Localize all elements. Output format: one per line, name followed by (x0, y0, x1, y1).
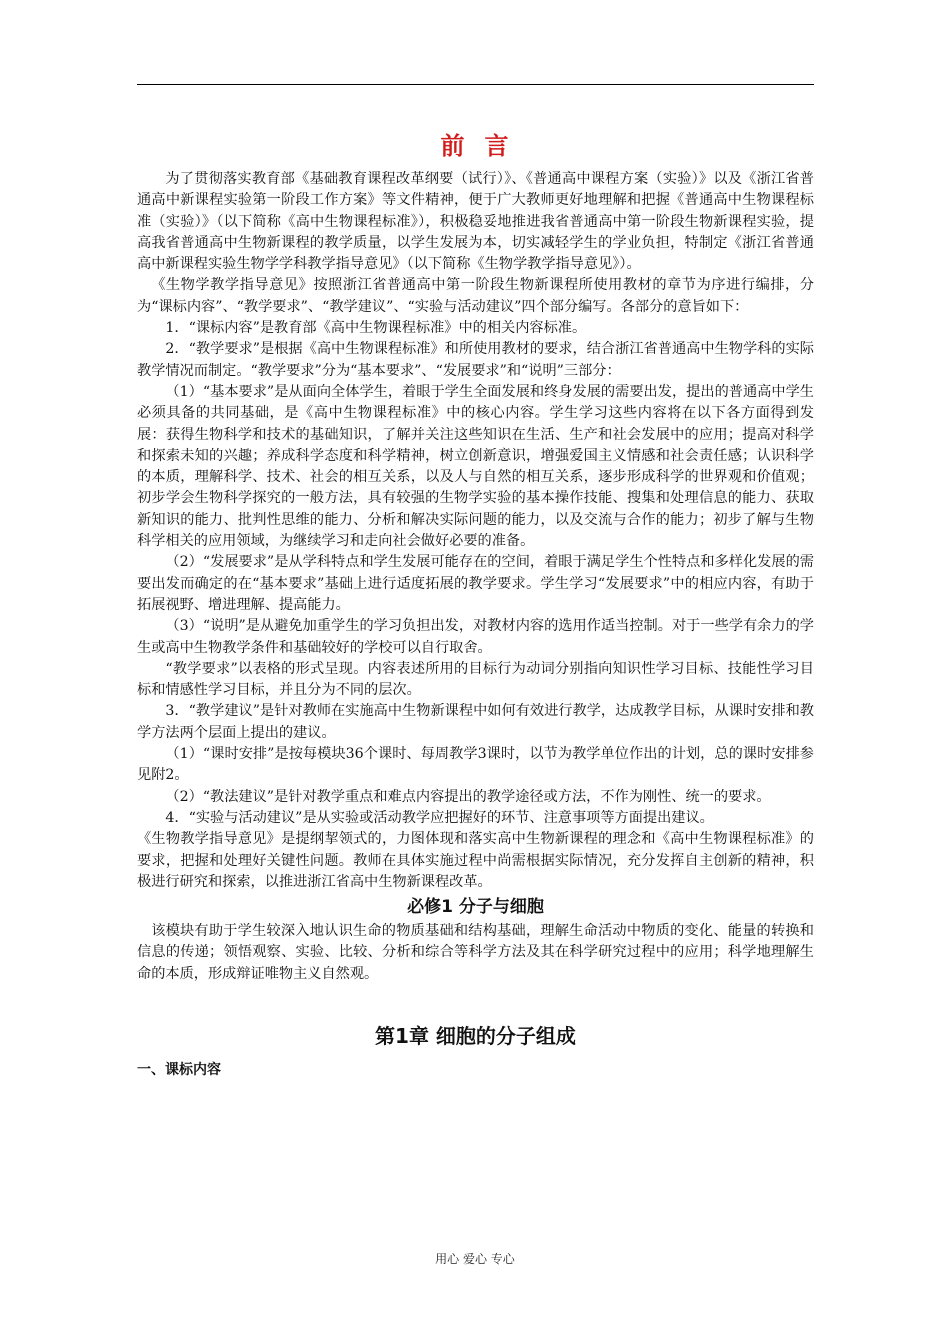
module-intro: 该模块有助于学生较深入地认识生命的物质基础和结构基础，理解生命活动中物质的变化、能量的转换和信息的传递；领悟观察、实验、比较、分析和综合等科学方法及其在科学研究过程中的应用；科学地理解生命的本质，形成辩证唯物主义自然观。 (137, 923, 814, 982)
preface-paragraph-12: 4．“实验与活动建议”是从实验或活动教学应把握好的环节、注意事项等方面提出建议。 (165, 809, 714, 826)
preface-title: 前言 (440, 132, 529, 160)
header-rule (137, 84, 814, 85)
preface-paragraph-6: （2）“发展要求”是从学科特点和学生发展可能存在的空间，着眼于满足学生个性特点和多样化发展的需要出发而确定的在“基本要求”基础上进行适度拓展的教学要求。学生学习“发展要求”中的相应内容，有助于拓展视野、增进理解、提高能力。 (137, 554, 814, 613)
preface-paragraph-4: 2．“教学要求”是根据《高中生物课程标准》和所使用教材的要求，结合浙江省普通高中生物学科的实际教学情况而制定。“教学要求”分为“基本要求”、“发展要求”和“说明”三部分： (137, 341, 814, 379)
preface-paragraph-10: （1）“课时安排”是按每模块36个课时、每周教学3课时，以节为教学单位作出的计划，总的课时安排参见附2。 (137, 746, 814, 784)
preface-paragraph-7: （3）“说明”是从避免加重学生的学习负担出发，对教材内容的选用作适当控制。对于一些学有余力的学生或高中生物教学条件和基础较好的学校可以自行取舍。 (137, 618, 814, 656)
module-title: 必修1 分子与细胞 (407, 897, 544, 918)
preface-paragraph-5: （1）“基本要求”是从面向全体学生，着眼于学生全面发展和终身发展的需要出发，提出的普通高中学生必须具备的共同基础，是《高中生物课程标准》中的核心内容。学生学习这些内容将在以下各方面得到发展：获得生物科学和技术的基础知识，了解并关注这些知识在生活、生产和社会发展中的应用；提高对科学和探索未知的兴趣；养成科学态度和科学精神，树立创新意识，增强爱国主义情感和社会责任感；认识科学的本质，理解科学、技术、社会的相互关系，以及人与自然的相互关系，逐步形成科学的世界观和价值观；初步学会生物科学探究的一般方法，具有较强的生物学实验的基本操作技能、搜集和处理信息的能力、获取新知识的能力、批判性思维的能力、分析和解决实际问题的能力，以及交流与合作的能力；初步了解与生物科学相关的应用领域，为继续学习和走向社会做好必要的准备。 (137, 383, 814, 550)
preface-paragraph-9: 3．“教学建议”是针对教师在实施高中生物新课程中如何有效进行教学，达成教学目标，从课时安排和教学方法两个层面上提出的建议。 (137, 703, 814, 741)
page-content (137, 129, 814, 1081)
preface-paragraph-13: 《生物教学指导意见》是提纲挈领式的，力图体现和落实高中生物新课程的理念和《高中生物课程标准》的要求，把握和处理好关键性问题。教师在具体实施过程中尚需根据实际情况，充分发挥自主创新的精神，积极进行研究和探索，以推进浙江省高中生物新课程改革。 (137, 831, 814, 890)
page-footer: 用心 爱心 专心 (435, 1252, 515, 1266)
preface-paragraph-8: “教学要求”以表格的形式呈现。内容表述所用的目标行为动词分别指向知识性学习目标、技能性学习目标和情感性学习目标，并且分为不同的层次。 (137, 660, 814, 699)
preface-paragraph-1: 为了贯彻落实教育部《基础教育课程改革纲要（试行）》、《普通高中课程方案（实验）》以及《浙江省普通高中新课程实验第一阶段工作方案》等文件精神，便于广大教师更好地理解和把握《普通高中生物课程标准（实验）》（以下简称《高中生物课程标准》），积极稳妥地推进我省普通高中第一阶段生物新课程实验，提高我省普通高中生物新课程的教学质量，以学生发展为本，切实减轻学生的学业负担，特制定《浙江省普通高中新课程实验生物学学科教学指导意见》（以下简称《生物学教学指导意见》）。 (137, 171, 814, 273)
preface-paragraph-2: 《生物学教学指导意见》按照浙江省普通高中第一阶段生物新课程所使用教材的章节为序进行编排，分为“课标内容”、“教学要求”、“教学建议”、“实验与活动建议”四个部分编写。各部分的意旨如下： (137, 277, 814, 315)
preface-paragraph-11: （2）“教法建议”是针对教学重点和难点内容提出的教学途径或方法，不作为刚性、统一的要求。 (165, 788, 771, 805)
section-heading: 一、课标内容 (137, 1061, 221, 1078)
chapter-title: 第1章 细胞的分子组成 (375, 1023, 576, 1048)
preface-paragraph-3: 1．“课标内容”是教育部《高中生物课程标准》中的相关内容标准。 (165, 320, 587, 337)
